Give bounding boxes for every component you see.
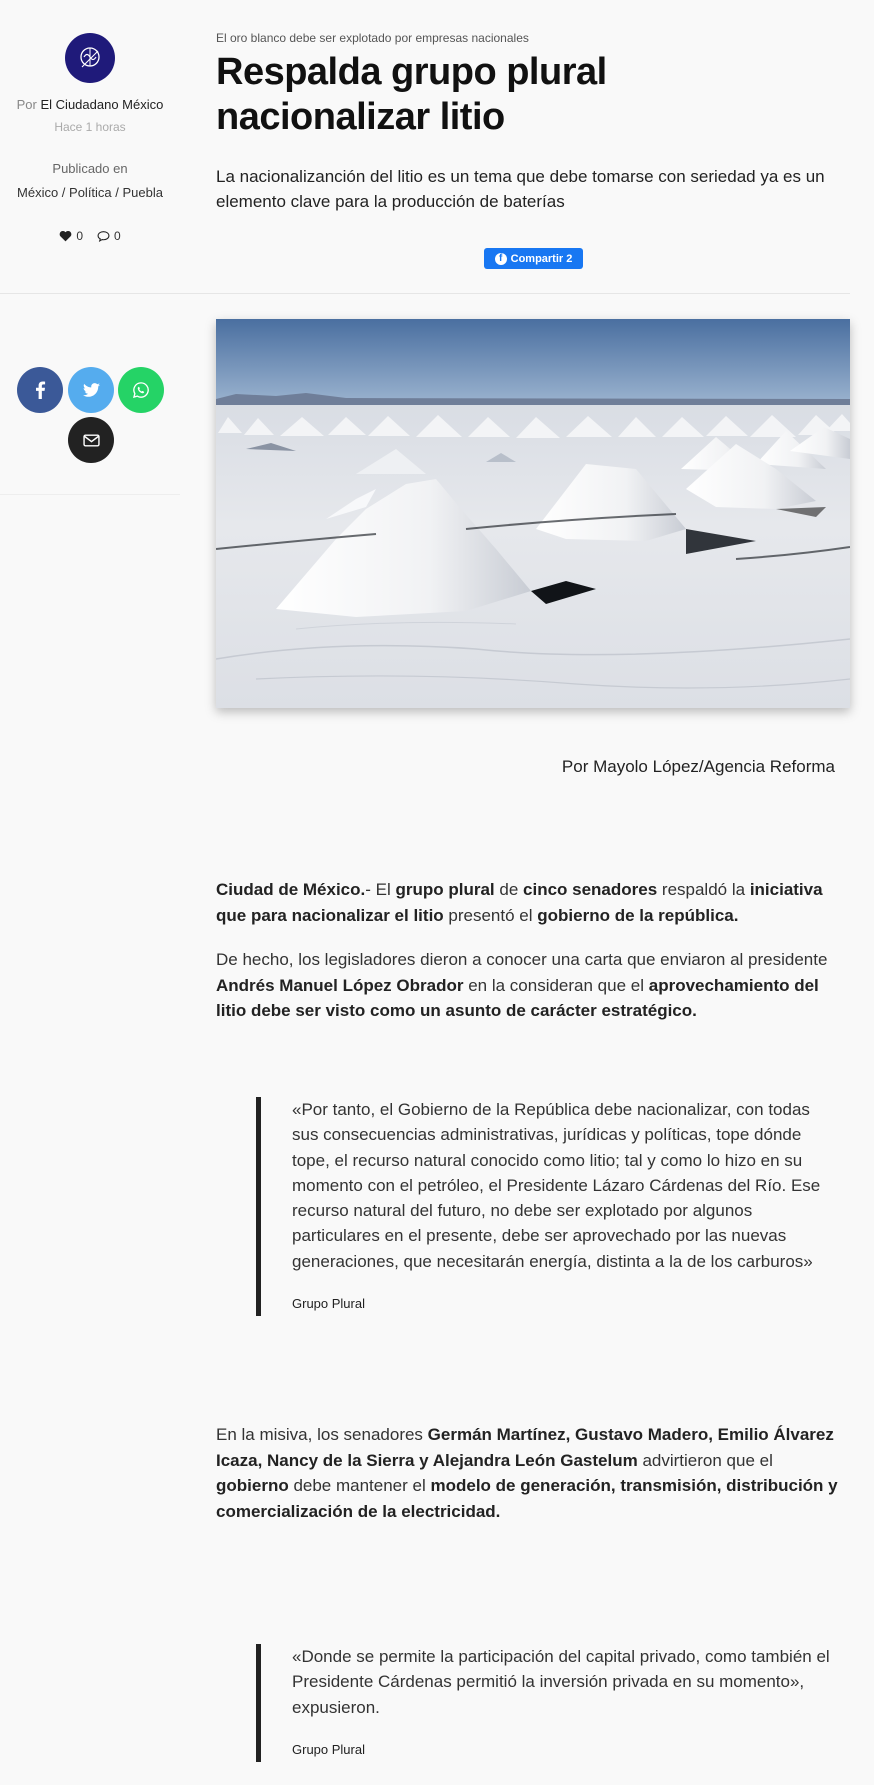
article-summary: La nacionalizanción del litio es un tema que debe tomarse con seriedad ya es un elemento clave para la producción de baterías <box>216 167 825 211</box>
salt-flats-photo <box>216 319 850 708</box>
text-span: - El <box>365 880 396 899</box>
category-links[interactable]: México / Política / Puebla <box>17 185 163 200</box>
post-time: Hace 1 horas <box>54 120 126 134</box>
article-title: Respalda grupo plural nacionalizar litio <box>216 51 607 138</box>
envelope-icon <box>83 434 100 447</box>
published-label: Publicado en <box>52 161 128 176</box>
comments-counter[interactable] <box>97 229 121 243</box>
bold-span: grupo plural <box>395 880 495 899</box>
text-span: respaldó la <box>657 880 750 899</box>
quote-source: Grupo Plural <box>292 1296 365 1312</box>
email-button[interactable] <box>68 417 114 463</box>
article-kicker: El oro blanco debe ser explotado por empresas nacionales <box>216 31 529 45</box>
facebook-icon <box>35 381 46 399</box>
header-divider <box>0 293 850 294</box>
facebook-icon: f <box>495 253 507 265</box>
author-name-link[interactable]: El Ciudadano México <box>40 97 164 112</box>
facebook-button[interactable] <box>17 367 63 413</box>
quote-text: «Por tanto, el Gobierno de la República debe nacionalizar, con todas sus consecuencias administrativas, jurídicas y políticas, tope dónde tope, el recurso natural conocido como litio; tal y como lo hizo en su momento con el petróleo, el Presidente Lázaro Cárdenas del Río. Ese recurso natural del futuro, no debe ser explotado por algunos particulares en el presente, debe ser aprovechado por las nuevas generaciones, que necesitarán energía, distinta a la de los carburos» <box>292 1100 821 1271</box>
text-span: De hecho, los legisladores dieron a conocer una carta que enviaron al presidente <box>216 950 828 969</box>
likes-counter[interactable] <box>59 229 83 243</box>
text-span: En la misiva, los senadores <box>216 1425 428 1444</box>
text-span: de <box>494 880 524 899</box>
comments-count: 0 <box>114 229 121 243</box>
bold-span: iniciativa que para nacionalizar el litio <box>216 880 823 925</box>
avatar[interactable] <box>65 33 115 83</box>
bold-span: modelo de generación, transmisión, distribución y comercialización de la electricidad. <box>216 1476 838 1521</box>
heart-icon <box>59 230 72 242</box>
article-paragraph-2 <box>216 947 846 1024</box>
social-share-panel <box>0 320 180 495</box>
photo-credit: Por Mayolo López/Agencia Reforma <box>561 757 835 776</box>
text-span: presentó el <box>443 905 538 925</box>
by-prefix: Por <box>16 97 37 112</box>
article-paragraph-3 <box>216 1422 846 1524</box>
twitter-button[interactable] <box>68 367 114 413</box>
bold-span: cinco senadores <box>523 880 658 899</box>
twitter-icon <box>82 383 100 398</box>
blockquote-1 <box>256 1097 836 1316</box>
quote-text: «Donde se permite la participación del capital privado, como también el Presidente Cárdenas permitió la inversión privada en su momento», expusieron. <box>292 1647 830 1717</box>
article-hero-image <box>216 319 850 708</box>
bold-span: gobierno de la república. <box>537 905 739 925</box>
text-span: en la consideran que el <box>463 975 649 995</box>
bold-span: Germán Martínez, Gustavo Madero, Emilio Álvarez Icaza, Nancy de la Sierra y Alejandra León Gastelum <box>216 1425 834 1470</box>
blockquote-2 <box>256 1644 836 1762</box>
quote-source: Grupo Plural <box>292 1741 365 1757</box>
facebook-share-button[interactable] <box>484 248 583 269</box>
bold-span: gobierno <box>216 1476 289 1495</box>
text-span: advirtieron que el <box>637 1450 773 1470</box>
engagement-counters <box>0 229 180 243</box>
comment-icon <box>97 230 110 242</box>
share-label: Compartir 2 <box>510 252 573 265</box>
bold-span: Andrés Manuel López Obrador <box>216 975 464 995</box>
dateline: Ciudad de México. <box>216 880 366 899</box>
whatsapp-button[interactable] <box>118 367 164 413</box>
brain-logo-icon <box>75 43 105 73</box>
article-paragraph-1 <box>216 877 846 928</box>
text-span: debe mantener el <box>288 1476 431 1495</box>
author-panel <box>0 30 180 243</box>
author-byline <box>0 97 180 112</box>
bold-span: aprovechamiento del litio debe ser visto como un asunto de carácter estratégico. <box>216 975 819 1020</box>
likes-count: 0 <box>76 229 83 243</box>
whatsapp-icon <box>132 381 150 399</box>
